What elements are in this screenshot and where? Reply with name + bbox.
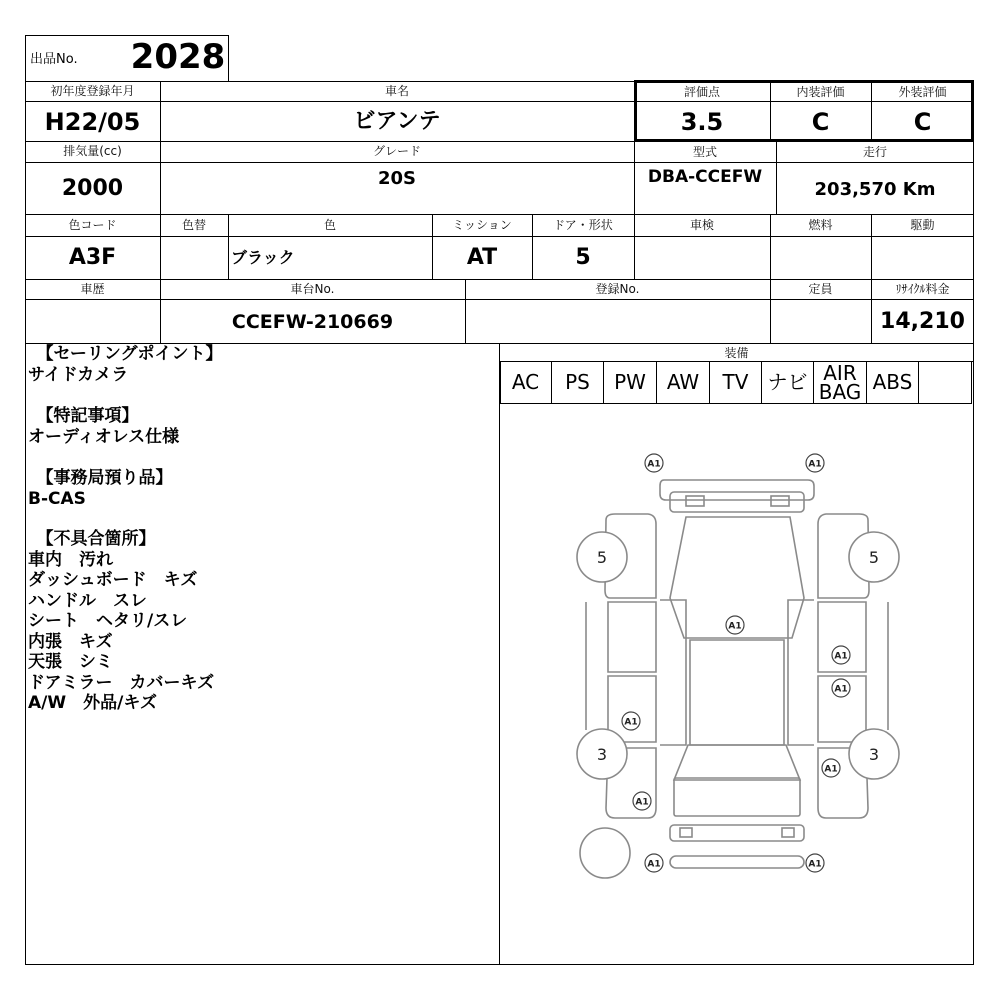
- mileage-value: 203,570 Km: [814, 179, 936, 200]
- notes-line: B-CAS: [28, 489, 86, 509]
- rear-step: [670, 856, 804, 868]
- chassis-label: 車台No.: [290, 282, 335, 296]
- drive-label: 駆動: [910, 218, 935, 232]
- svg-text:A1: A1: [834, 684, 848, 695]
- front-light-right: [771, 496, 789, 506]
- car-name-label: 車名: [384, 84, 409, 98]
- repaint-label: 色替: [181, 218, 206, 232]
- damage-mark: [645, 454, 663, 472]
- color-label: 色: [323, 218, 336, 232]
- front-light-left: [686, 496, 704, 506]
- interior-value: C: [811, 108, 830, 136]
- notes-line: シート ヘタリ/スレ: [28, 611, 188, 631]
- damage-mark: [633, 792, 651, 810]
- car-name-value: ビアンテ: [353, 109, 441, 134]
- notes-line: サイドカメラ: [28, 365, 129, 385]
- model-label: 型式: [692, 145, 717, 159]
- year-value: H22/05: [44, 108, 141, 136]
- rear-window: [674, 745, 800, 780]
- notes-heading-sales-point: 【セーリングポイント】: [28, 344, 223, 364]
- model-value: DBA-CCEFW: [647, 167, 763, 187]
- wheel-number: 5: [596, 548, 608, 567]
- svg-text:A1: A1: [728, 621, 742, 632]
- rear-light-left: [680, 828, 692, 837]
- color-value: ブラック: [231, 248, 295, 267]
- damage-mark: [822, 759, 840, 777]
- svg-text:A1: A1: [808, 859, 822, 870]
- grade-value: 20S: [377, 168, 416, 189]
- damage-mark: [622, 712, 640, 730]
- equip-aw: AW: [657, 362, 710, 403]
- right-pillar: [788, 600, 814, 745]
- damage-mark: [645, 854, 663, 872]
- notes-line: ハンドル スレ: [28, 591, 147, 611]
- lot-number: 2028: [130, 37, 226, 77]
- colorcode-label: 色コード: [68, 218, 117, 232]
- notes-line: 車内 汚れ: [28, 550, 113, 570]
- damage-mark: [726, 616, 744, 634]
- equip-airbag: [814, 362, 867, 403]
- rear-light-right: [782, 828, 794, 837]
- reg-label: 登録No.: [595, 282, 640, 296]
- left-pillar: [660, 600, 686, 745]
- score-value: 3.5: [680, 108, 724, 136]
- svg-text:A1: A1: [824, 764, 838, 775]
- capacity-label: 定員: [808, 282, 833, 296]
- svg-text:A1: A1: [834, 651, 848, 662]
- door-value: 5: [575, 245, 591, 270]
- exterior-label: 外装評価: [898, 85, 947, 99]
- wheel-number: 3: [596, 745, 608, 764]
- inspection-label: 車検: [689, 218, 714, 232]
- displacement-value: 2000: [61, 176, 124, 201]
- front-bumper: [660, 480, 814, 500]
- damage-mark: [806, 454, 824, 472]
- roof: [690, 640, 784, 745]
- mission-label: ミッション: [452, 218, 512, 232]
- svg-text:A1: A1: [647, 459, 661, 470]
- fuel-label: 燃料: [808, 218, 833, 232]
- lot-label: 出品No.: [30, 52, 78, 67]
- notes-heading-office-items: 【事務局預り品】: [28, 468, 173, 488]
- chassis-value: CCEFW-210669: [231, 311, 394, 333]
- notes-line: オーディオレス仕様: [28, 427, 180, 447]
- equipment-label: 装備: [724, 346, 749, 360]
- equip-ps: PS: [552, 362, 604, 403]
- equip-airbag-line2: BAG: [818, 380, 862, 404]
- notes-line: ダッシュボード キズ: [28, 570, 198, 590]
- equip-abs: ABS: [867, 362, 919, 403]
- svg-text:A1: A1: [808, 459, 822, 470]
- notes-heading-special: 【特記事項】: [28, 406, 139, 426]
- left-front-door: [608, 602, 656, 672]
- mileage-label: 走行: [862, 145, 887, 159]
- wheel-number: 3: [868, 745, 880, 764]
- equip-empty: [919, 362, 972, 403]
- front-grille: [670, 492, 804, 512]
- equip-pw: PW: [604, 362, 657, 403]
- recycle-label: ﾘｻｲｸﾙ料金: [895, 282, 950, 296]
- exterior-value: C: [913, 108, 932, 136]
- interior-label: 内装評価: [796, 85, 845, 99]
- score-label: 評価点: [683, 85, 720, 99]
- colorcode-value: A3F: [68, 245, 117, 270]
- notes-line: 内張 キズ: [28, 632, 113, 652]
- svg-text:A1: A1: [647, 859, 661, 870]
- notes-line: A/W 外品/キズ: [28, 693, 157, 713]
- damage-mark: [832, 646, 850, 664]
- svg-text:A1: A1: [624, 717, 638, 728]
- history-label: 車歴: [80, 282, 105, 296]
- equip-ac: AC: [500, 362, 552, 403]
- grade-label: グレード: [372, 144, 421, 158]
- door-label: ドア・形状: [553, 218, 613, 232]
- spare-tire: [580, 828, 630, 878]
- mission-value: AT: [466, 245, 498, 270]
- equip-airbag-line1: AIR: [823, 361, 857, 385]
- equip-tv: TV: [710, 362, 762, 403]
- tailgate: [674, 778, 800, 816]
- svg-text:A1: A1: [635, 797, 649, 808]
- recycle-value: 14,210: [880, 309, 965, 334]
- notes-line: 天張 シミ: [28, 652, 113, 672]
- notes-heading-defects: 【不具合箇所】: [28, 529, 156, 549]
- damage-mark: [832, 679, 850, 697]
- damage-mark: [806, 854, 824, 872]
- year-label: 初年度登録年月: [50, 84, 135, 98]
- vehicle-diagram: [500, 404, 973, 964]
- wheel-number: 5: [868, 548, 880, 567]
- notes-line: ドアミラー カバーキズ: [28, 673, 215, 693]
- displacement-label: 排気量(cc): [63, 144, 122, 158]
- equip-navi: ナビ: [762, 362, 814, 403]
